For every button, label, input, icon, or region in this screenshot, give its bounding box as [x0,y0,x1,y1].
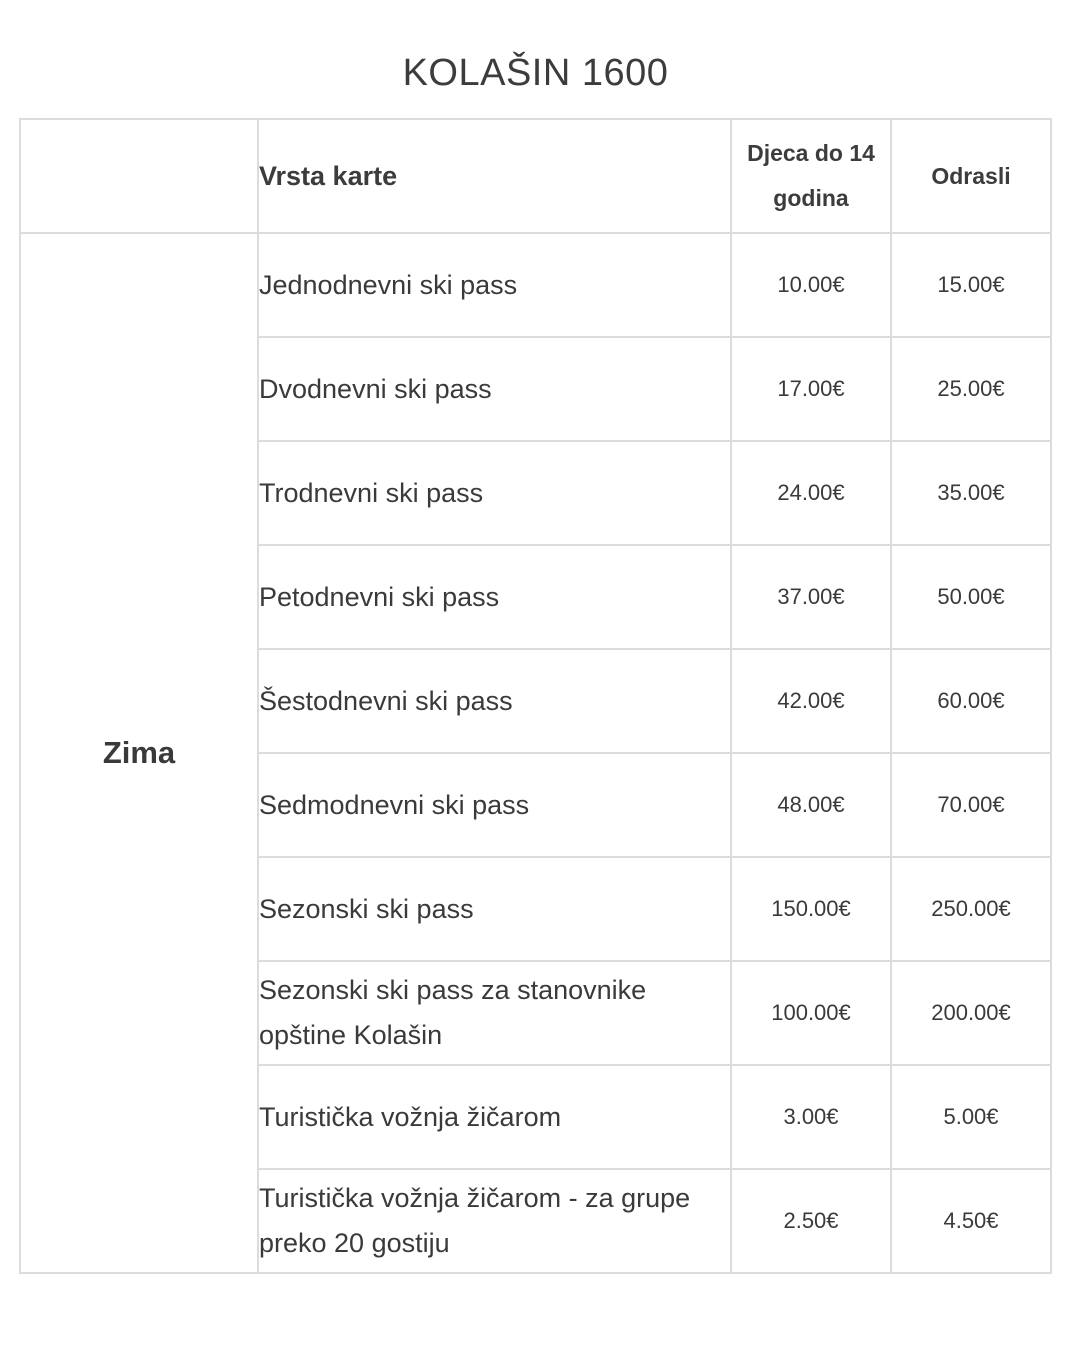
header-ticket-type: Vrsta karte [258,119,731,233]
ticket-type-cell: Jednodnevni ski pass [258,233,731,337]
ticket-type-cell: Petodnevni ski pass [258,545,731,649]
table-row [20,233,1051,337]
adult-price-cell: 250.00€ [891,857,1051,961]
children-price-cell: 3.00€ [731,1065,891,1169]
season-cell: Zima [20,233,258,1273]
children-price-cell: 100.00€ [731,961,891,1065]
ticket-type-cell: Šestodnevni ski pass [258,649,731,753]
children-price-cell: 17.00€ [731,337,891,441]
ticket-type-cell: Turistička vožnja žičarom - za grupe preko 20 gostiju [258,1169,731,1273]
ticket-type-cell: Sedmodnevni ski pass [258,753,731,857]
children-price-cell: 24.00€ [731,441,891,545]
ticket-type-cell: Sezonski ski pass [258,857,731,961]
children-price-cell: 150.00€ [731,857,891,961]
adult-price-cell: 70.00€ [891,753,1051,857]
ticket-type-cell: Dvodnevni ski pass [258,337,731,441]
ticket-type-cell: Trodnevni ski pass [258,441,731,545]
adult-price-cell: 25.00€ [891,337,1051,441]
children-price-cell: 42.00€ [731,649,891,753]
adult-price-cell: 200.00€ [891,961,1051,1065]
children-price-cell: 2.50€ [731,1169,891,1273]
header-adults: Odrasli [891,119,1051,233]
children-price-cell: 48.00€ [731,753,891,857]
adult-price-cell: 35.00€ [891,441,1051,545]
children-price-cell: 37.00€ [731,545,891,649]
adult-price-cell: 50.00€ [891,545,1051,649]
ticket-type-cell: Turistička vožnja žičarom [258,1065,731,1169]
children-price-cell: 10.00€ [731,233,891,337]
page-title: KOLAŠIN 1600 [402,52,669,94]
price-table [19,118,1052,1274]
adult-price-cell: 15.00€ [891,233,1051,337]
adult-price-cell: 4.50€ [891,1169,1051,1273]
ticket-type-cell: Sezonski ski pass za stanovnike opštine Kolašin [258,961,731,1065]
table-header-row [20,119,1051,233]
header-blank-cell [20,119,258,233]
adult-price-cell: 5.00€ [891,1065,1051,1169]
adult-price-cell: 60.00€ [891,649,1051,753]
header-children: Djeca do 14 godina [731,119,891,233]
